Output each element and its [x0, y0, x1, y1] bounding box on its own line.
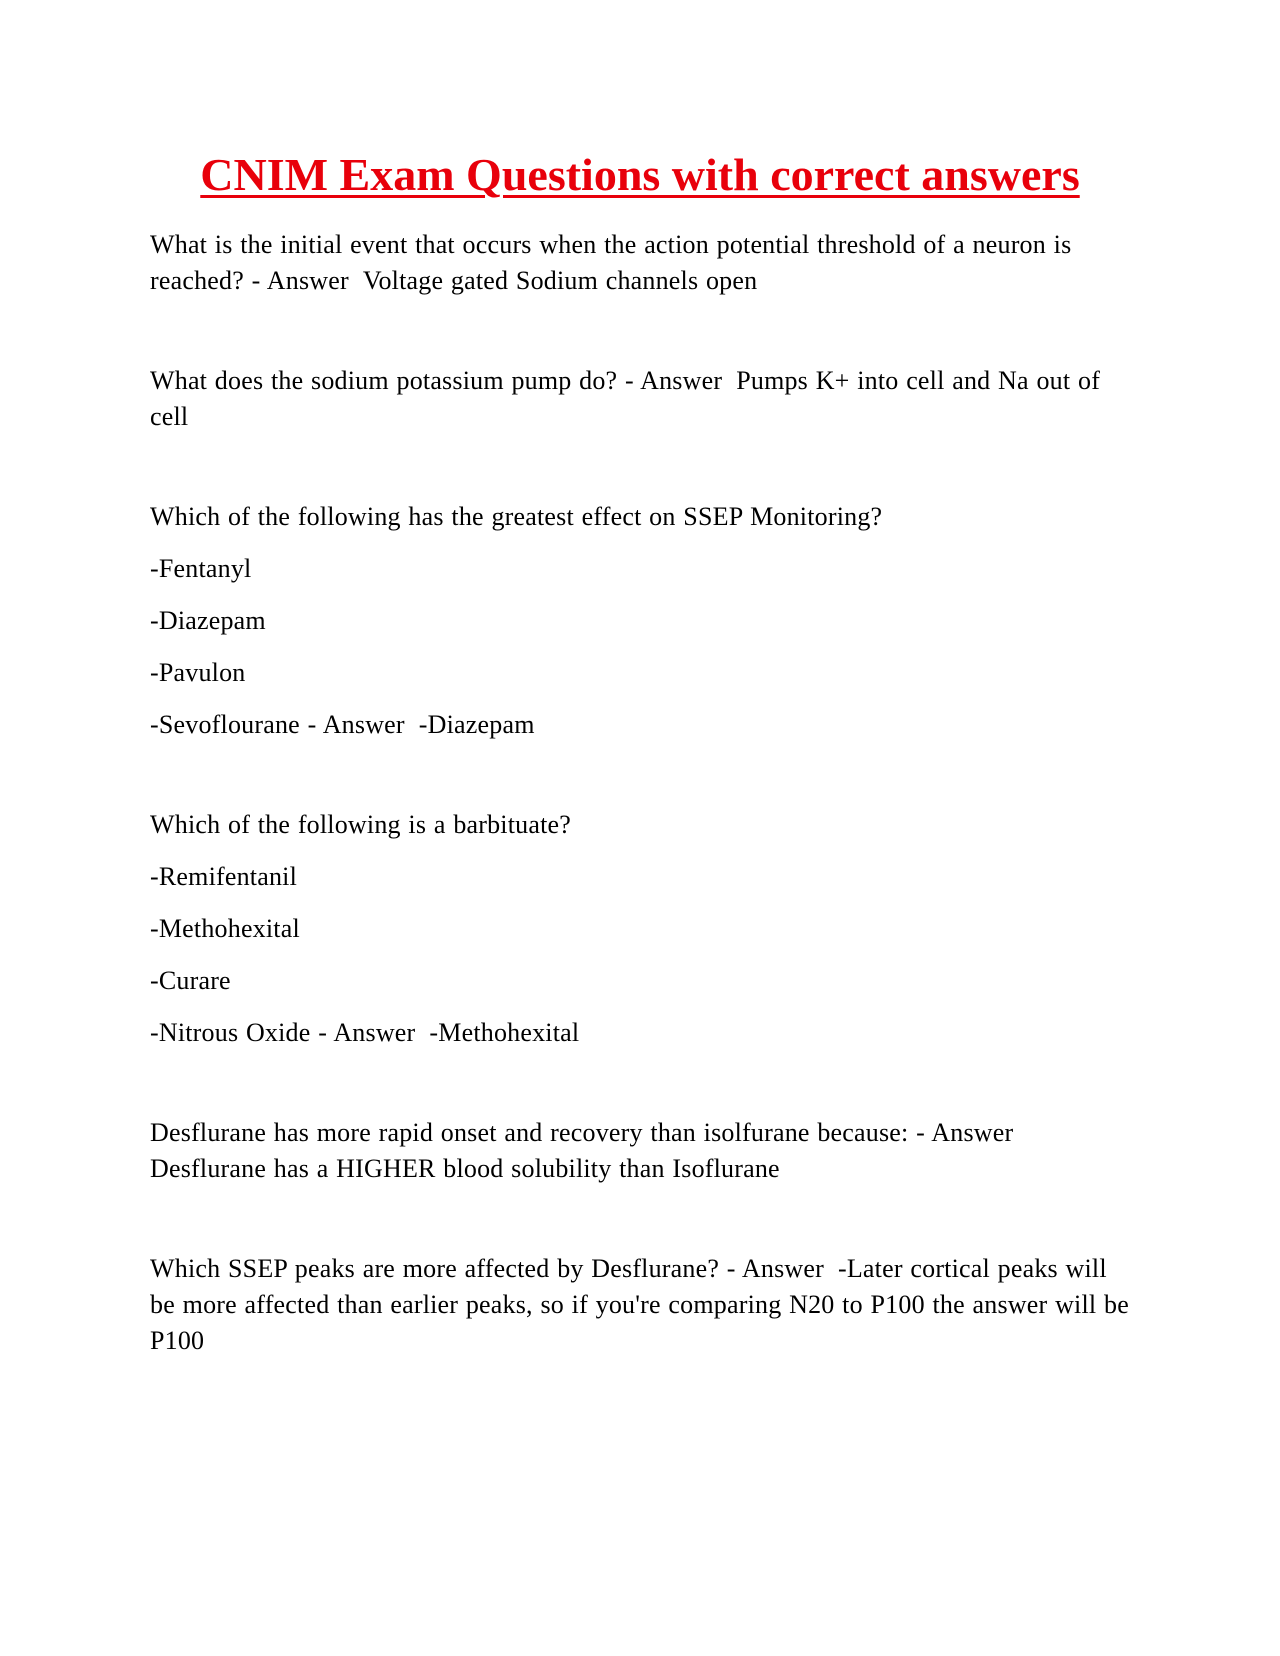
- question-lead: What does the sodium potassium pump do? - Answer: [150, 365, 723, 395]
- document-page: [150, 150, 1130, 1423]
- answer-option: -Fentanyl: [150, 553, 252, 583]
- question-text: [150, 1251, 1130, 1359]
- answer-option: [150, 707, 1130, 743]
- question-item: [150, 363, 1130, 435]
- question-stem: Which of the following has the greatest effect on SSEP Monitoring?: [150, 501, 883, 531]
- question-list: [150, 227, 1130, 1359]
- question-lead: Which SSEP peaks are more affected by Desflurane? - Answer: [150, 1253, 824, 1283]
- question-item: [150, 807, 1130, 1051]
- question-item: [150, 1115, 1130, 1187]
- answer-option: -Diazepam: [150, 605, 266, 635]
- last-option-lead: -Nitrous Oxide - Answer: [150, 1017, 416, 1047]
- question-text: [150, 227, 1130, 299]
- question-stem: Which of the following is a barbituate?: [150, 809, 572, 839]
- answer-text: -Diazepam: [418, 709, 535, 739]
- question-text: [150, 363, 1130, 435]
- answer-text: Pumps K+ into cell and Na out of cell: [150, 365, 1101, 431]
- answer-text: -Methohexital: [429, 1017, 580, 1047]
- question-item: [150, 1251, 1130, 1359]
- answer-option: -Methohexital: [150, 913, 300, 943]
- question-item: [150, 227, 1130, 299]
- answer-text: -Later cortical peaks will be more affected than earlier peaks, so if you're comparing N20 to P100 the answer will be P100: [150, 1253, 1129, 1355]
- answer-text: Desflurane has a HIGHER blood solubility than Isoflurane: [150, 1153, 780, 1183]
- question-text: [150, 1115, 1130, 1187]
- answer-option: -Remifentanil: [150, 861, 297, 891]
- answer-text: Voltage gated Sodium channels open: [362, 265, 758, 295]
- last-option-lead: -Sevoflourane - Answer: [150, 709, 405, 739]
- page-title: CNIM Exam Questions with correct answers: [200, 149, 1080, 200]
- question-lead: Desflurane has more rapid onset and recovery than isolfurane because: - Answer: [150, 1117, 1014, 1147]
- question-lead: What is the initial event that occurs when the action potential threshold of a neuron is reached? - Answer: [150, 229, 1072, 295]
- answer-option: [150, 1015, 1130, 1051]
- question-item: [150, 499, 1130, 743]
- answer-option: -Pavulon: [150, 657, 246, 687]
- answer-option: -Curare: [150, 965, 231, 995]
